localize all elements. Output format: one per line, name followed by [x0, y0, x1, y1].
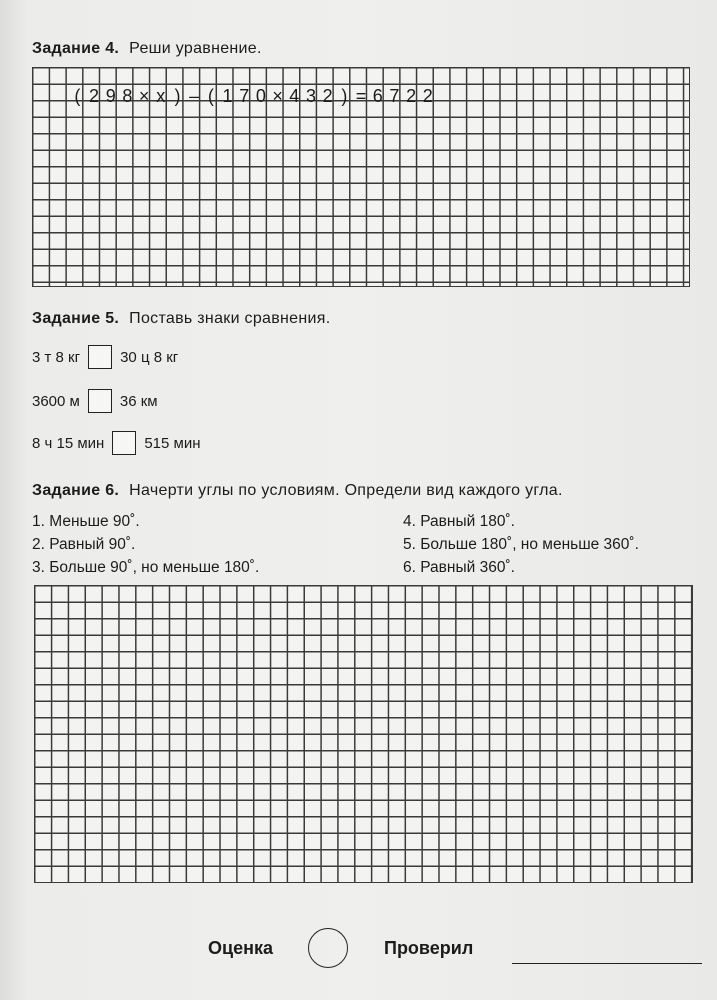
equation-symbol: 6 [372, 85, 383, 106]
condition-item: 4. Равный 180˚. [403, 513, 515, 530]
equation-symbol: 3 [305, 85, 316, 106]
comparison-left: 3 т 8 кг [32, 348, 81, 366]
condition-item: 5. Больше 180˚, но меньше 360˚. [403, 536, 639, 553]
comparison-right: 515 мин [144, 434, 201, 452]
equation-symbol: 8 [122, 85, 133, 106]
signature-line[interactable] [512, 963, 702, 964]
comparison-row [32, 389, 158, 413]
equation-symbol: 2 [422, 85, 433, 106]
equation-symbol: 2 [406, 85, 417, 106]
task6-conditions-right [403, 510, 639, 579]
task6-conditions-left [32, 510, 259, 579]
condition-item: 6. Равный 360˚. [403, 559, 515, 576]
task4-text: Реши уравнение. [129, 40, 262, 57]
task6-title [32, 482, 563, 500]
task4-equation [69, 86, 436, 106]
comparison-right: 30 ц 8 кг [120, 348, 179, 366]
task4-title [32, 40, 262, 58]
equation-symbol: 0 [255, 85, 266, 106]
task6-drawing-grid[interactable] [34, 585, 693, 883]
checked-label: Проверил [384, 938, 474, 958]
equation-symbol: 2 [89, 85, 100, 106]
equation-symbol: ( [207, 85, 214, 106]
comparison-sign-box[interactable] [112, 431, 136, 455]
task5-label: Задание 5. [32, 310, 120, 327]
comparison-left: 3600 м [32, 392, 80, 410]
equation-symbol: 1 [222, 85, 233, 106]
comparison-sign-box[interactable] [88, 345, 112, 369]
equation-symbol: 7 [239, 85, 250, 106]
task6-label: Задание 6. [32, 482, 120, 499]
task4-label: Задание 4. [32, 40, 120, 57]
equation-symbol: 2 [322, 85, 333, 106]
task5-title [32, 310, 330, 328]
equation-symbol: x [156, 85, 166, 106]
condition-item: 3. Больше 90˚, но меньше 180˚. [32, 559, 260, 576]
condition-item: 1. Меньше 90˚. [32, 513, 140, 530]
condition-item: 2. Равный 90˚. [32, 536, 136, 553]
comparison-sign-box[interactable] [88, 389, 112, 413]
equation-symbol: × [138, 85, 150, 106]
comparison-left: 8 ч 15 мин [32, 434, 105, 452]
task6-text: Начерти углы по условиям. Определи вид каждого угла. [129, 482, 563, 499]
task5-text: Поставь знаки сравнения. [129, 310, 331, 327]
equation-symbol: ( [74, 85, 81, 106]
comparison-right: 36 км [119, 392, 158, 410]
equation-symbol: 7 [389, 85, 400, 106]
equation-symbol: 9 [105, 85, 116, 106]
comparison-row [32, 345, 178, 369]
equation-symbol: 4 [289, 85, 300, 106]
grade-label: Оценка [208, 938, 273, 958]
equation-symbol: ) [174, 85, 181, 106]
equation-symbol: = [355, 85, 367, 106]
equation-symbol: ) [341, 85, 348, 106]
equation-symbol: × [272, 85, 283, 106]
equation-symbol: – [189, 85, 200, 106]
grade-circle[interactable] [308, 928, 348, 968]
comparison-row [32, 431, 201, 455]
